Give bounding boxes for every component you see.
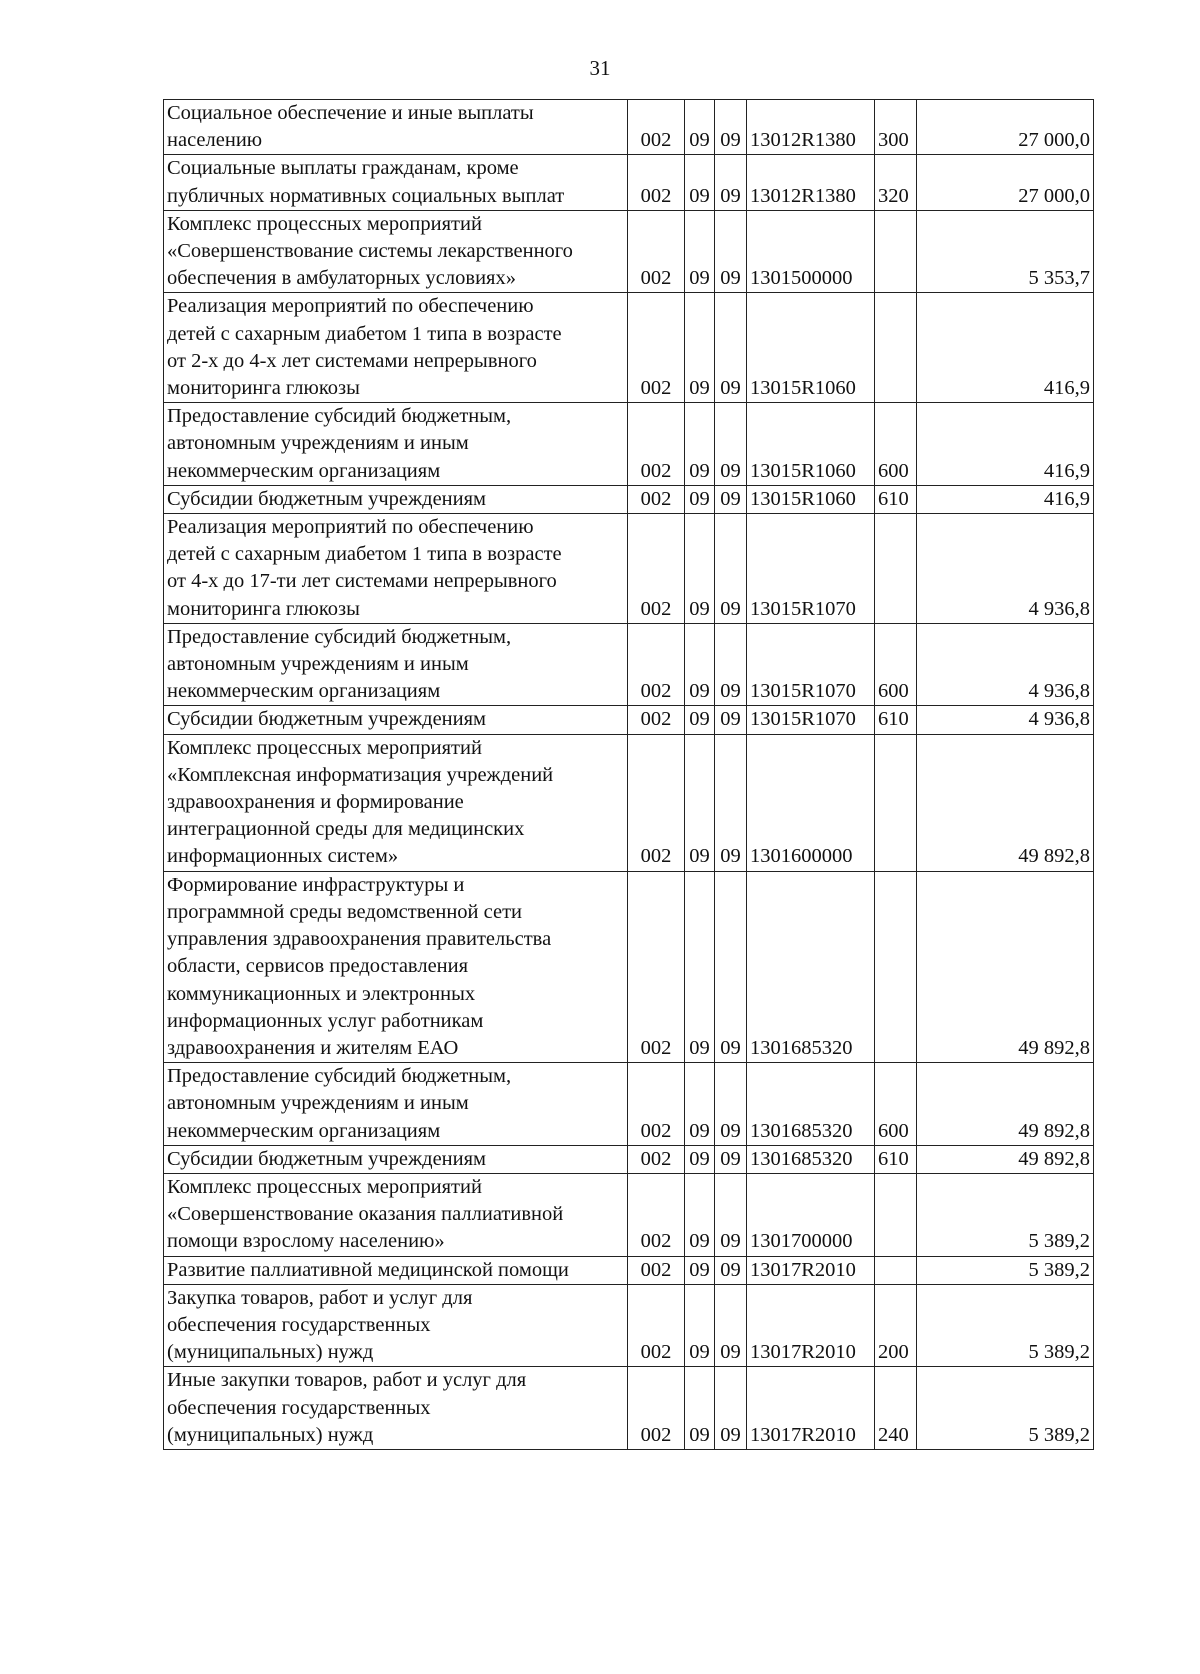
- amount-cell: 27 000,0: [917, 155, 1094, 210]
- section-code-cell: 09: [685, 403, 715, 486]
- amount-cell: 49 892,8: [917, 734, 1094, 871]
- table-row: [164, 1173, 1094, 1256]
- row-name-cell: [164, 403, 628, 486]
- row-name-line: коммуникационных и электронных: [167, 982, 476, 1005]
- row-name-cell: [164, 871, 628, 1062]
- amount-cell: 4 936,8: [917, 706, 1094, 734]
- section-code-cell: 09: [685, 871, 715, 1062]
- section-code-cell: 09: [685, 1063, 715, 1146]
- amount-cell: 5 389,2: [917, 1367, 1094, 1450]
- expense-type-cell: [875, 293, 917, 403]
- table-row: [164, 706, 1094, 734]
- subsection-code-cell: 09: [715, 1063, 747, 1146]
- table-row: [164, 871, 1094, 1062]
- table-row: [164, 155, 1094, 210]
- expense-type-cell: 300: [875, 100, 917, 155]
- amount-cell: 416,9: [917, 293, 1094, 403]
- subsection-code-cell: 09: [715, 1256, 747, 1284]
- section-code-cell: 09: [685, 485, 715, 513]
- amount-cell: 5 389,2: [917, 1173, 1094, 1256]
- expense-type-cell: 320: [875, 155, 917, 210]
- row-name-cell: [164, 293, 628, 403]
- ved-code-cell: 002: [628, 155, 685, 210]
- row-name-line: обеспечения государственных: [167, 1313, 431, 1336]
- subsection-code-cell: 09: [715, 100, 747, 155]
- row-name-line: «Совершенствование оказания паллиативной: [167, 1203, 564, 1226]
- ved-code-cell: 002: [628, 1284, 685, 1367]
- row-name-line: некоммерческим организациям: [167, 459, 441, 482]
- subsection-code-cell: 09: [715, 293, 747, 403]
- row-name-line: автономным учреждениям и иным: [167, 1092, 469, 1115]
- row-name-line: интеграционной среды для медицинских: [167, 818, 525, 841]
- expense-type-cell: 600: [875, 623, 917, 706]
- target-article-cell: 13015R1060: [747, 485, 875, 513]
- row-name-line: Комплекс процессных мероприятий: [167, 212, 482, 235]
- amount-cell: 49 892,8: [917, 1145, 1094, 1173]
- row-name-line: здравоохранения и формирование: [167, 791, 464, 814]
- amount-cell: 49 892,8: [917, 871, 1094, 1062]
- target-article-cell: 13015R1070: [747, 623, 875, 706]
- table-row: [164, 623, 1094, 706]
- row-name-line: «Комплексная информатизация учреждений: [167, 763, 554, 786]
- target-article-cell: 13015R1070: [747, 706, 875, 734]
- row-name-line: детей с сахарным диабетом 1 типа в возрасте: [167, 543, 562, 566]
- target-article-cell: 1301600000: [747, 734, 875, 871]
- section-code-cell: 09: [685, 734, 715, 871]
- row-name-line: от 2-х до 4-х лет системами непрерывного: [167, 349, 537, 372]
- row-name-line: населению: [167, 129, 263, 152]
- ved-code-cell: 002: [628, 1145, 685, 1173]
- section-code-cell: 09: [685, 1284, 715, 1367]
- table-row: [164, 514, 1094, 624]
- ved-code-cell: 002: [628, 485, 685, 513]
- row-name-line: информационных услуг работникам: [167, 1009, 484, 1032]
- target-article-cell: 13017R2010: [747, 1256, 875, 1284]
- amount-cell: 5 389,2: [917, 1284, 1094, 1367]
- amount-cell: 5 353,7: [917, 210, 1094, 293]
- table-row: [164, 1145, 1094, 1173]
- expense-type-cell: [875, 514, 917, 624]
- row-name-line: Социальные выплаты гражданам, кроме: [167, 157, 519, 180]
- row-name-cell: [164, 485, 628, 513]
- amount-cell: 5 389,2: [917, 1256, 1094, 1284]
- row-name-cell: [164, 1063, 628, 1146]
- expense-type-cell: 610: [875, 706, 917, 734]
- row-name-line: автономным учреждениям и иным: [167, 432, 469, 455]
- subsection-code-cell: 09: [715, 623, 747, 706]
- row-name-cell: [164, 1284, 628, 1367]
- row-name-line: Субсидии бюджетным учреждениям: [167, 487, 487, 510]
- ved-code-cell: 002: [628, 623, 685, 706]
- target-article-cell: 13012R1380: [747, 100, 875, 155]
- table-row: [164, 1063, 1094, 1146]
- expense-type-cell: [875, 734, 917, 871]
- row-name-line: здравоохранения и жителям ЕАО: [167, 1036, 459, 1059]
- budget-table: [163, 99, 1094, 1450]
- row-name-line: автономным учреждениям и иным: [167, 653, 469, 676]
- row-name-line: помощи взрослому населению»: [167, 1230, 445, 1253]
- subsection-code-cell: 09: [715, 210, 747, 293]
- row-name-line: Иные закупки товаров, работ и услуг для: [167, 1369, 527, 1392]
- row-name-cell: [164, 1145, 628, 1173]
- row-name-line: (муниципальных) нужд: [167, 1423, 374, 1446]
- section-code-cell: 09: [685, 155, 715, 210]
- row-name-line: управления здравоохранения правительства: [167, 928, 552, 951]
- row-name-line: некоммерческим организациям: [167, 1119, 441, 1142]
- expense-type-cell: [875, 210, 917, 293]
- ved-code-cell: 002: [628, 1173, 685, 1256]
- subsection-code-cell: 09: [715, 1367, 747, 1450]
- target-article-cell: 1301685320: [747, 1063, 875, 1146]
- section-code-cell: 09: [685, 100, 715, 155]
- subsection-code-cell: 09: [715, 1145, 747, 1173]
- amount-cell: 416,9: [917, 403, 1094, 486]
- table-row: [164, 210, 1094, 293]
- amount-cell: 4 936,8: [917, 623, 1094, 706]
- expense-type-cell: [875, 871, 917, 1062]
- expense-type-cell: 610: [875, 485, 917, 513]
- table-row: [164, 1256, 1094, 1284]
- expense-type-cell: 240: [875, 1367, 917, 1450]
- subsection-code-cell: 09: [715, 734, 747, 871]
- row-name-line: Комплекс процессных мероприятий: [167, 736, 482, 759]
- row-name-line: Субсидии бюджетным учреждениям: [167, 1147, 487, 1170]
- row-name-line: публичных нормативных социальных выплат: [167, 184, 565, 207]
- target-article-cell: 1301700000: [747, 1173, 875, 1256]
- row-name-line: Комплекс процессных мероприятий: [167, 1175, 482, 1198]
- ved-code-cell: 002: [628, 1063, 685, 1146]
- page-number: 31: [589, 56, 611, 80]
- table-row: [164, 1284, 1094, 1367]
- table-body: [164, 100, 1094, 1450]
- expense-type-cell: 200: [875, 1284, 917, 1367]
- row-name-line: от 4-х до 17-ти лет системами непрерывного: [167, 570, 557, 593]
- subsection-code-cell: 09: [715, 1284, 747, 1367]
- row-name-line: обеспечения в амбулаторных условиях»: [167, 267, 516, 290]
- row-name-line: Реализация мероприятий по обеспечению: [167, 295, 534, 318]
- row-name-line: Субсидии бюджетным учреждениям: [167, 708, 487, 731]
- row-name-cell: [164, 100, 628, 155]
- target-article-cell: 13017R2010: [747, 1367, 875, 1450]
- row-name-line: информационных систем»: [167, 845, 399, 868]
- table-row: [164, 1367, 1094, 1450]
- row-name-cell: [164, 210, 628, 293]
- section-code-cell: 09: [685, 293, 715, 403]
- row-name-line: некоммерческим организациям: [167, 680, 441, 703]
- row-name-cell: [164, 706, 628, 734]
- ved-code-cell: 002: [628, 1367, 685, 1450]
- section-code-cell: 09: [685, 706, 715, 734]
- target-article-cell: 13015R1060: [747, 293, 875, 403]
- ved-code-cell: 002: [628, 871, 685, 1062]
- row-name-cell: [164, 1256, 628, 1284]
- table-row: [164, 100, 1094, 155]
- amount-cell: 416,9: [917, 485, 1094, 513]
- target-article-cell: 1301500000: [747, 210, 875, 293]
- subsection-code-cell: 09: [715, 1173, 747, 1256]
- target-article-cell: 13012R1380: [747, 155, 875, 210]
- subsection-code-cell: 09: [715, 871, 747, 1062]
- section-code-cell: 09: [685, 514, 715, 624]
- row-name-line: мониторинга глюкозы: [167, 377, 360, 400]
- row-name-line: Реализация мероприятий по обеспечению: [167, 516, 534, 539]
- row-name-line: области, сервисов предоставления: [167, 955, 469, 978]
- subsection-code-cell: 09: [715, 485, 747, 513]
- row-name-line: Социальное обеспечение и иные выплаты: [167, 102, 534, 124]
- section-code-cell: 09: [685, 210, 715, 293]
- expense-type-cell: [875, 1173, 917, 1256]
- table-row: [164, 293, 1094, 403]
- row-name-line: Развитие паллиативной медицинской помощи: [167, 1258, 569, 1281]
- ved-code-cell: 002: [628, 100, 685, 155]
- row-name-cell: [164, 155, 628, 210]
- target-article-cell: 13015R1060: [747, 403, 875, 486]
- row-name-line: мониторинга глюкозы: [167, 597, 360, 620]
- ved-code-cell: 002: [628, 1256, 685, 1284]
- row-name-line: Предоставление субсидий бюджетным,: [167, 625, 512, 648]
- row-name-line: (муниципальных) нужд: [167, 1341, 374, 1364]
- table-row: [164, 734, 1094, 871]
- row-name-cell: [164, 1367, 628, 1450]
- table-row: [164, 485, 1094, 513]
- amount-cell: 4 936,8: [917, 514, 1094, 624]
- row-name-line: Предоставление субсидий бюджетным,: [167, 1065, 512, 1088]
- section-code-cell: 09: [685, 1367, 715, 1450]
- ved-code-cell: 002: [628, 734, 685, 871]
- ved-code-cell: 002: [628, 706, 685, 734]
- expense-type-cell: [875, 1256, 917, 1284]
- row-name-line: Формирование инфраструктуры и: [167, 873, 465, 896]
- ved-code-cell: 002: [628, 210, 685, 293]
- target-article-cell: 1301685320: [747, 1145, 875, 1173]
- row-name-line: Закупка товаров, работ и услуг для: [167, 1286, 473, 1309]
- expense-type-cell: 610: [875, 1145, 917, 1173]
- ved-code-cell: 002: [628, 514, 685, 624]
- section-code-cell: 09: [685, 1173, 715, 1256]
- row-name-cell: [164, 1173, 628, 1256]
- target-article-cell: 13015R1070: [747, 514, 875, 624]
- subsection-code-cell: 09: [715, 155, 747, 210]
- expense-type-cell: 600: [875, 1063, 917, 1146]
- section-code-cell: 09: [685, 1256, 715, 1284]
- row-name-line: программной среды ведомственной сети: [167, 900, 523, 923]
- row-name-line: Предоставление субсидий бюджетным,: [167, 405, 512, 428]
- row-name-line: детей с сахарным диабетом 1 типа в возрасте: [167, 322, 562, 345]
- row-name-cell: [164, 734, 628, 871]
- row-name-line: «Совершенствование системы лекарственного: [167, 240, 573, 263]
- row-name-cell: [164, 514, 628, 624]
- amount-cell: 49 892,8: [917, 1063, 1094, 1146]
- section-code-cell: 09: [685, 1145, 715, 1173]
- section-code-cell: 09: [685, 623, 715, 706]
- ved-code-cell: 002: [628, 293, 685, 403]
- target-article-cell: 1301685320: [747, 871, 875, 1062]
- subsection-code-cell: 09: [715, 706, 747, 734]
- row-name-line: обеспечения государственных: [167, 1396, 431, 1419]
- amount-cell: 27 000,0: [917, 100, 1094, 155]
- row-name-cell: [164, 623, 628, 706]
- ved-code-cell: 002: [628, 403, 685, 486]
- subsection-code-cell: 09: [715, 403, 747, 486]
- target-article-cell: 13017R2010: [747, 1284, 875, 1367]
- expense-type-cell: 600: [875, 403, 917, 486]
- table-row: [164, 403, 1094, 486]
- subsection-code-cell: 09: [715, 514, 747, 624]
